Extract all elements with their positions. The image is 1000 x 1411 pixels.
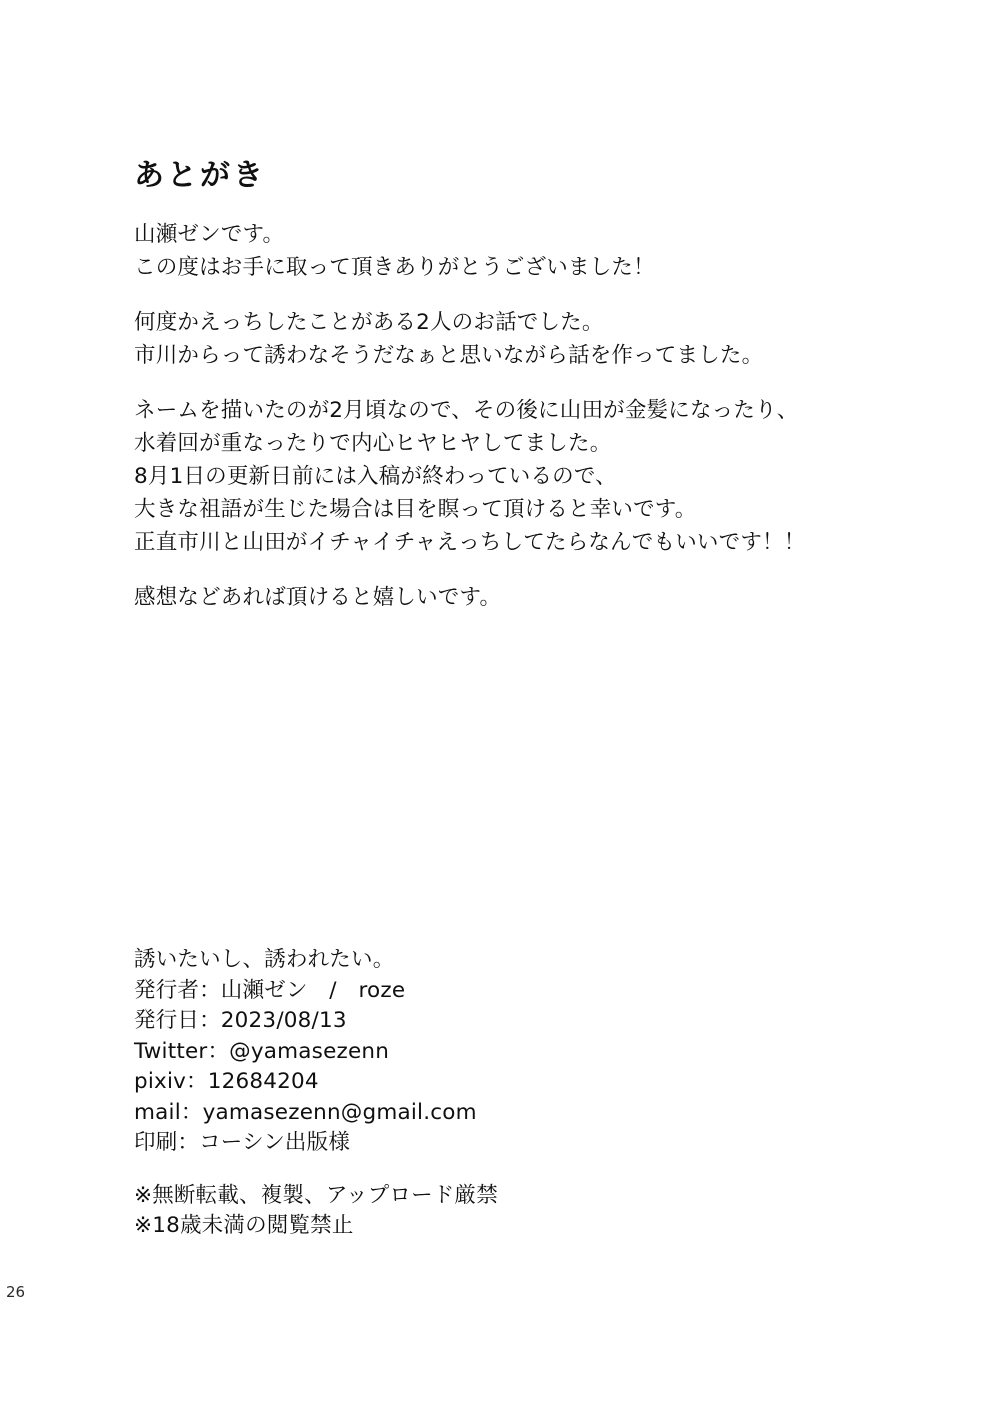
- afterword-line: この度はお手に取って頂きありがとうございました！: [134, 255, 655, 280]
- afterword-line: 8月1日の更新日前には入稿が終わっているので、: [134, 464, 617, 489]
- colophon-print: 印刷：コーシン出版様: [134, 1130, 351, 1155]
- afterword-line: ネームを描いたのが2月頃なので、その後に山田が金髪になったり、: [134, 398, 799, 423]
- afterword-paragraph: [134, 581, 934, 614]
- afterword-line: 山瀬ゼンです。: [134, 222, 285, 247]
- colophon-notice: ※18歳未満の閲覧禁止: [134, 1213, 354, 1238]
- afterword-line: 感想などあれば頂けると嬉しいです。: [134, 585, 502, 610]
- colophon-date: 発行日：2023/08/13: [134, 1008, 347, 1033]
- afterword-line: 水着回が重なったりで内心ヒヤヒヤしてました。: [134, 431, 612, 456]
- afterword-line: 大きな祖語が生じた場合は目を瞑って頂けると幸いです。: [134, 497, 697, 522]
- colophon-publisher: 発行者：山瀬ゼン / roze: [134, 977, 406, 1003]
- afterword-paragraph: [134, 218, 934, 284]
- colophon-twitter: Twitter：@yamasezenn: [134, 1038, 390, 1064]
- colophon-title: 誘いたいし、誘われたい。: [134, 947, 395, 972]
- afterword-paragraph: [134, 306, 934, 372]
- afterword-body: [134, 218, 934, 614]
- afterword-line: 何度かえっちしたことがある2人のお話でした。: [134, 310, 604, 335]
- afterword-line: 市川からって誘わなそうだなぁと思いながら話を作ってました。: [134, 343, 764, 368]
- colophon-notice: ※無断転載、複製、アップロード厳禁: [134, 1182, 498, 1208]
- afterword-line: 正直市川と山田がイチャイチャえっちしてたらなんでもいいです！！: [134, 530, 806, 555]
- colophon-pixiv: pixiv：12684204: [134, 1069, 319, 1094]
- colophon-block: [134, 945, 934, 1242]
- colophon-mail: mail：yamasezenn@gmail.com: [134, 1099, 477, 1125]
- page-number: 26: [6, 1283, 26, 1301]
- afterword-paragraph: [134, 394, 934, 559]
- afterword-heading: あとがき: [134, 158, 266, 193]
- colophon-spacer: [134, 1159, 934, 1181]
